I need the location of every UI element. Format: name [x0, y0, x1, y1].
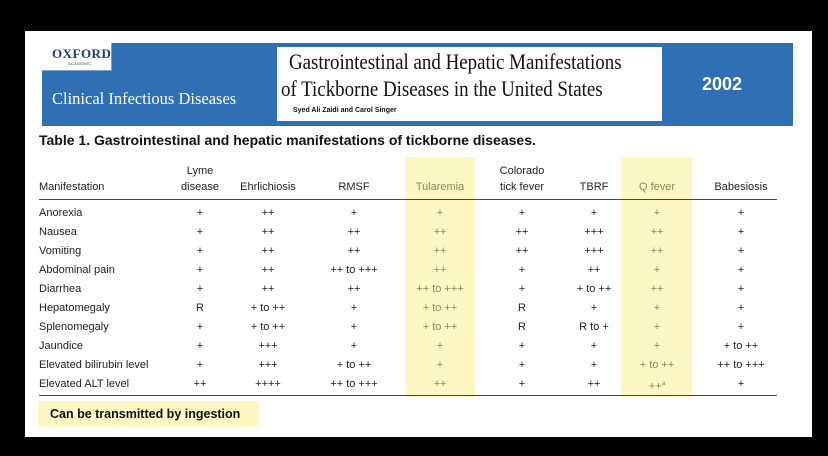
header-rule: [39, 199, 777, 200]
table-cell-tularemia: +: [436, 340, 444, 352]
col-header-qfever-line-2: Q fever: [638, 181, 676, 193]
table-cell-ctf: ++: [515, 226, 529, 238]
table-cell-tbrf: + to ++: [576, 283, 612, 295]
table-cell-lyme: +: [196, 264, 204, 276]
table-cell-ehrlichiosis: +++: [258, 340, 278, 352]
table-cell-qfever: +: [653, 264, 661, 276]
table-cell-babesiosis: ++ to +++: [717, 359, 765, 371]
table-cell-lyme: +: [196, 321, 204, 333]
table-cell-lyme: +: [196, 283, 204, 295]
table-cell-babesiosis: +: [737, 245, 745, 257]
table-cell-tularemia: ++: [433, 378, 447, 390]
col-header-babesiosis-line-2: Babesiosis: [714, 181, 768, 193]
table-cell-ehrlichiosis: ++: [261, 264, 275, 276]
article-authors: Syed Ali Zaidi and Carol Singer: [293, 107, 397, 114]
row-label: Jaundice: [39, 340, 84, 352]
table-cell-rmsf: ++ to +++: [330, 264, 378, 276]
table-cell-ctf: +: [518, 340, 526, 352]
table-cell-tularemia: +: [436, 359, 444, 371]
table-cell-tbrf: +: [590, 302, 598, 314]
table-cell-tbrf: +: [590, 359, 598, 371]
journal-banner: [42, 43, 793, 126]
publication-year: 2002: [702, 74, 743, 94]
table-cell-lyme: ++: [193, 378, 207, 390]
col-header-tularemia-line-2: Tularemia: [415, 181, 465, 193]
row-label: Nausea: [39, 226, 77, 238]
table-cell-ehrlichiosis: ++: [261, 226, 275, 238]
col-header-lyme-line-2: disease: [181, 181, 219, 193]
table-cell-ctf: +: [518, 207, 526, 219]
row-label: Diarrhea: [39, 283, 82, 295]
table-cell-tbrf: R to +: [579, 321, 609, 333]
table-cell-ehrlichiosis: ++: [261, 207, 275, 219]
table-cell-ehrlichiosis: +++: [258, 359, 278, 371]
row-label: Elevated bilirubin level: [39, 359, 149, 371]
table-cell-tularemia: ++ to +++: [416, 283, 464, 295]
table-cell-qfever: +: [653, 340, 661, 352]
row-label: Vomiting: [39, 245, 82, 257]
table-cell-tbrf: ++: [587, 264, 601, 276]
table-cell-rmsf: ++: [347, 226, 361, 238]
row-label: Splenomegaly: [39, 321, 109, 333]
col-header-ctf-line-1: Colorado: [499, 165, 545, 177]
table-cell-ctf: +: [518, 283, 526, 295]
table-cell-ehrlichiosis: ++: [261, 245, 275, 257]
article-title-line-1: Gastrointestinal and Hepatic Manifestations: [289, 49, 622, 74]
table-cell-rmsf: ++ to +++: [330, 378, 378, 390]
journal-name: Clinical Infectious Diseases: [52, 89, 237, 108]
table-cell-babesiosis: +: [737, 302, 745, 314]
table-cell-ctf: ++: [515, 245, 529, 257]
col-header-lyme-line-1: Lyme: [186, 165, 214, 177]
table-cell-tularemia: + to ++: [422, 321, 458, 333]
table-cell-rmsf: ++: [347, 283, 361, 295]
table-cell-tbrf: +: [590, 207, 598, 219]
table-cell-ctf: R: [518, 302, 526, 314]
article-card: [25, 31, 812, 437]
table-cell-ehrlichiosis: + to ++: [250, 321, 286, 333]
col-header-manifestation-line-2: Manifestation: [39, 181, 105, 193]
table-cell-rmsf: +: [350, 207, 358, 219]
row-label: Anorexia: [39, 207, 83, 219]
col-header-ehrlichiosis-line-2: Ehrlichiosis: [240, 181, 296, 193]
table-cell-lyme: +: [196, 245, 204, 257]
col-header-rmsf-line-2: RMSF: [338, 181, 370, 193]
table-cell-qfever: ++: [650, 283, 664, 295]
article-title-box: [277, 47, 662, 121]
table-cell-rmsf: +: [350, 302, 358, 314]
table-cell-babesiosis: +: [737, 264, 745, 276]
table-title: Table 1. Gastrointestinal and hepatic manifestations of tickborne diseases.: [39, 132, 536, 148]
table-cell-tularemia: ++: [433, 245, 447, 257]
table-cell-qfever: +: [653, 302, 661, 314]
table-cell-tularemia: + to ++: [422, 302, 458, 314]
table-cell-tbrf: +: [590, 340, 598, 352]
table-cell-lyme: +: [196, 340, 204, 352]
table-cell-ctf: +: [518, 378, 526, 390]
col-header-ctf-line-2: tick fever: [499, 181, 545, 193]
table-cell-tbrf: ++: [587, 378, 601, 390]
table-cell-rmsf: + to ++: [336, 359, 372, 371]
table-cell-tularemia: ++: [433, 226, 447, 238]
table-cell-qfever: +: [653, 321, 661, 333]
ingestion-legend: [38, 401, 259, 427]
table-cell-babesiosis: + to ++: [723, 340, 759, 352]
table-cell-rmsf: ++: [347, 245, 361, 257]
table-cell-qfever: +: [653, 207, 661, 219]
table-cell-babesiosis: +: [737, 321, 745, 333]
table-cell-lyme: +: [196, 226, 204, 238]
row-label: Elevated ALT level: [39, 378, 130, 390]
table-cell-qfever: ++: [650, 226, 664, 238]
table-cell-ctf: +: [518, 264, 526, 276]
table-cell-babesiosis: +: [737, 378, 745, 390]
publisher-name: OXFORD: [52, 46, 112, 61]
table-cell-lyme: R: [196, 302, 204, 314]
legend-text: Can be transmitted by ingestion: [50, 407, 241, 421]
table-cell-ctf: +: [518, 359, 526, 371]
table-cell-rmsf: +: [350, 321, 358, 333]
table-cell-qfever: ++: [650, 245, 664, 257]
table-cell-tularemia: +: [436, 207, 444, 219]
article-title-line-2: of Tickborne Diseases in the United States: [281, 76, 603, 101]
row-label: Hepatomegaly: [39, 302, 110, 314]
table-cell-qfever: + to ++: [639, 359, 675, 371]
table-cell-ehrlichiosis: + to ++: [250, 302, 286, 314]
table-cell-lyme: +: [196, 359, 204, 371]
table-cell-tbrf: +++: [584, 245, 604, 257]
table-cell-babesiosis: +: [737, 283, 745, 295]
table-cell-ctf: R: [518, 321, 526, 333]
table-cell-lyme: +: [196, 207, 204, 219]
publisher-logo: [42, 43, 112, 71]
table-cell-ehrlichiosis: ++++: [255, 378, 281, 390]
col-header-tbrf-line-2: TBRF: [579, 181, 609, 193]
table-cell-babesiosis: +: [737, 226, 745, 238]
table-cell-qfever: ++$^a$: [648, 380, 666, 393]
publisher-subtitle: ACADEMIC: [68, 61, 92, 66]
bottom-rule: [39, 395, 777, 396]
table-cell-tbrf: +++: [584, 226, 604, 238]
row-label: Abdominal pain: [39, 264, 115, 276]
table-cell-tularemia: ++: [433, 264, 447, 276]
footnote-marker: a: [661, 381, 666, 387]
table-cell-rmsf: +: [350, 340, 358, 352]
table-cell-babesiosis: +: [737, 207, 745, 219]
table-cell-ehrlichiosis: ++: [261, 283, 275, 295]
